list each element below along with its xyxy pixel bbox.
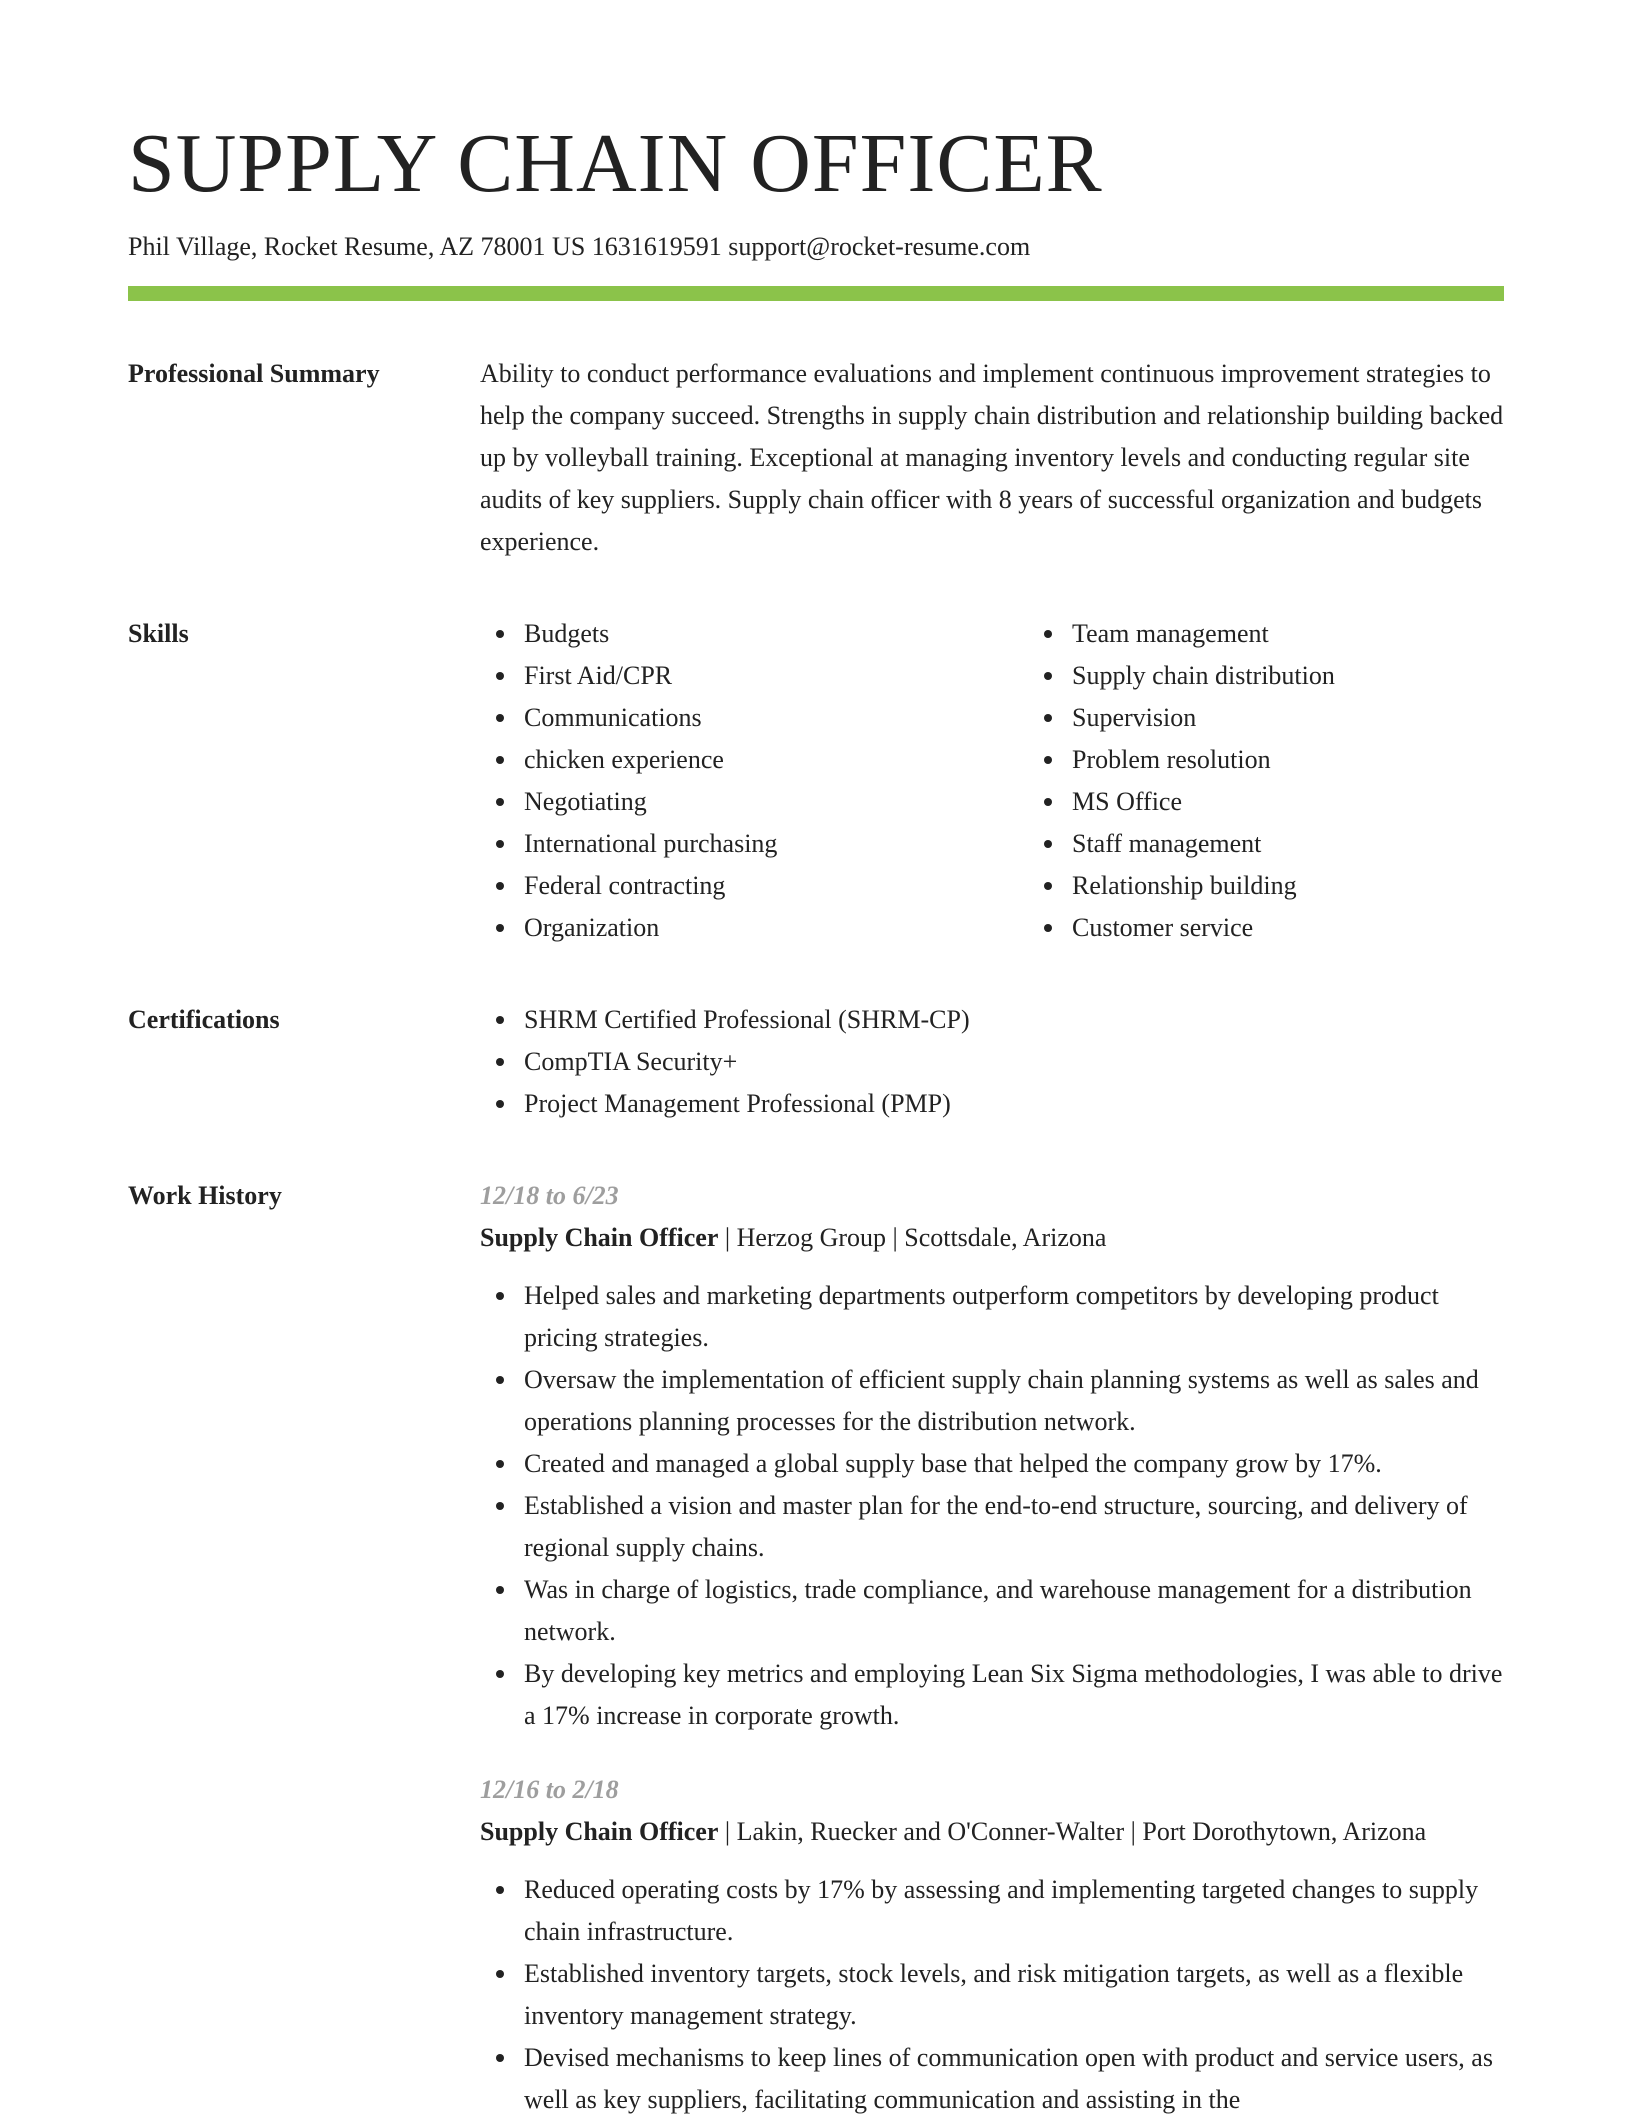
skills-list-left (480, 613, 1028, 949)
job-bullets (480, 1275, 1504, 1737)
section-heading-skills: Skills (128, 619, 189, 649)
skill-item: Budgets (524, 613, 1028, 655)
certification-item: SHRM Certified Professional (SHRM-CP) (524, 999, 1504, 1041)
job-bullet: Helped sales and marketing departments outperform competitors by developing product pricing strategies. (524, 1275, 1504, 1359)
skill-item: Relationship building (1072, 865, 1576, 907)
skill-item: Communications (524, 697, 1028, 739)
contact-phone: 1631619591 (591, 232, 722, 262)
summary-text: Ability to conduct performance evaluations and implement continuous improvement strategies to help the company succeed. Strengths in supply chain distribution and relationship building backed up by volleyball training. Exceptional at managing inventory levels and conducting regular site audits of key suppliers. Supply chain officer with 8 years of successful organization and budgets experience. (480, 359, 1504, 557)
job-bullet: Devised mechanisms to keep lines of communication open with product and service users, as well as key suppliers, facilitating communication and assisting in the (524, 2037, 1504, 2121)
job-entry (480, 1175, 1504, 1737)
job-heading (480, 1811, 1504, 1853)
skill-item: International purchasing (524, 823, 1028, 865)
job-bullet: By developing key metrics and employing Lean Six Sigma methodologies, I was able to drive a 17% increase in corporate growth. (524, 1653, 1504, 1737)
job-dates: 12/18 to 6/23 (480, 1181, 619, 1211)
skill-item: Negotiating (524, 781, 1028, 823)
job-title: Supply Chain Officer (480, 1223, 719, 1253)
job-bullet: Reduced operating costs by 17% by assessing and implementing targeted changes to supply chain infrastructure. (524, 1869, 1504, 1953)
job-title: Supply Chain Officer (480, 1817, 719, 1847)
resume-title: SUPPLY CHAIN OFFICER (128, 117, 1103, 210)
certification-item: Project Management Professional (PMP) (524, 1083, 1504, 1125)
section-heading-certifications: Certifications (128, 1005, 280, 1035)
resume-page (128, 118, 1504, 2121)
certification-item: CompTIA Security+ (524, 1041, 1504, 1083)
skill-item: chicken experience (524, 739, 1028, 781)
job-bullet: Oversaw the implementation of efficient supply chain planning systems as well as sales and operations planning processes for the distribution network. (524, 1359, 1504, 1443)
job-entry (480, 1769, 1504, 2121)
job-employer-location: | Herzog Group | Scottsdale, Arizona (718, 1223, 1107, 1253)
contact-line (128, 232, 1504, 262)
work-history-list (480, 1175, 1504, 2121)
job-bullet: Created and managed a global supply base that helped the company grow by 17%. (524, 1443, 1504, 1485)
job-bullets (480, 1869, 1504, 2121)
skill-item: Supply chain distribution (1072, 655, 1576, 697)
skill-item: Customer service (1072, 907, 1576, 949)
summary-section (128, 353, 1504, 563)
contact-address: Phil Village, Rocket Resume, AZ 78001 US (128, 232, 586, 262)
job-employer-location: | Lakin, Ruecker and O'Conner-Walter | Port Dorothytown, Arizona (718, 1817, 1427, 1847)
section-heading-summary: Professional Summary (128, 359, 380, 389)
job-bullet: Was in charge of logistics, trade compliance, and warehouse management for a distribution network. (524, 1569, 1504, 1653)
work-history-section (128, 1175, 1504, 2121)
skills-section (128, 613, 1504, 949)
skill-item: Organization (524, 907, 1028, 949)
contact-email: support@rocket-resume.com (728, 232, 1031, 262)
skills-list-right (1028, 613, 1576, 949)
job-bullet: Established inventory targets, stock levels, and risk mitigation targets, as well as a flexible inventory management strategy. (524, 1953, 1504, 2037)
skill-item: Federal contracting (524, 865, 1028, 907)
skill-item: Supervision (1072, 697, 1576, 739)
skill-item: Problem resolution (1072, 739, 1576, 781)
section-heading-work-history: Work History (128, 1181, 282, 1211)
header-divider (128, 286, 1504, 301)
certifications-list (480, 999, 1504, 1125)
certifications-section (128, 999, 1504, 1125)
job-heading (480, 1217, 1504, 1259)
skill-item: MS Office (1072, 781, 1576, 823)
skill-item: Staff management (1072, 823, 1576, 865)
job-bullet: Established a vision and master plan for the end-to-end structure, sourcing, and delivery of regional supply chains. (524, 1485, 1504, 1569)
skill-item: Team management (1072, 613, 1576, 655)
job-dates: 12/16 to 2/18 (480, 1775, 619, 1805)
skill-item: First Aid/CPR (524, 655, 1028, 697)
